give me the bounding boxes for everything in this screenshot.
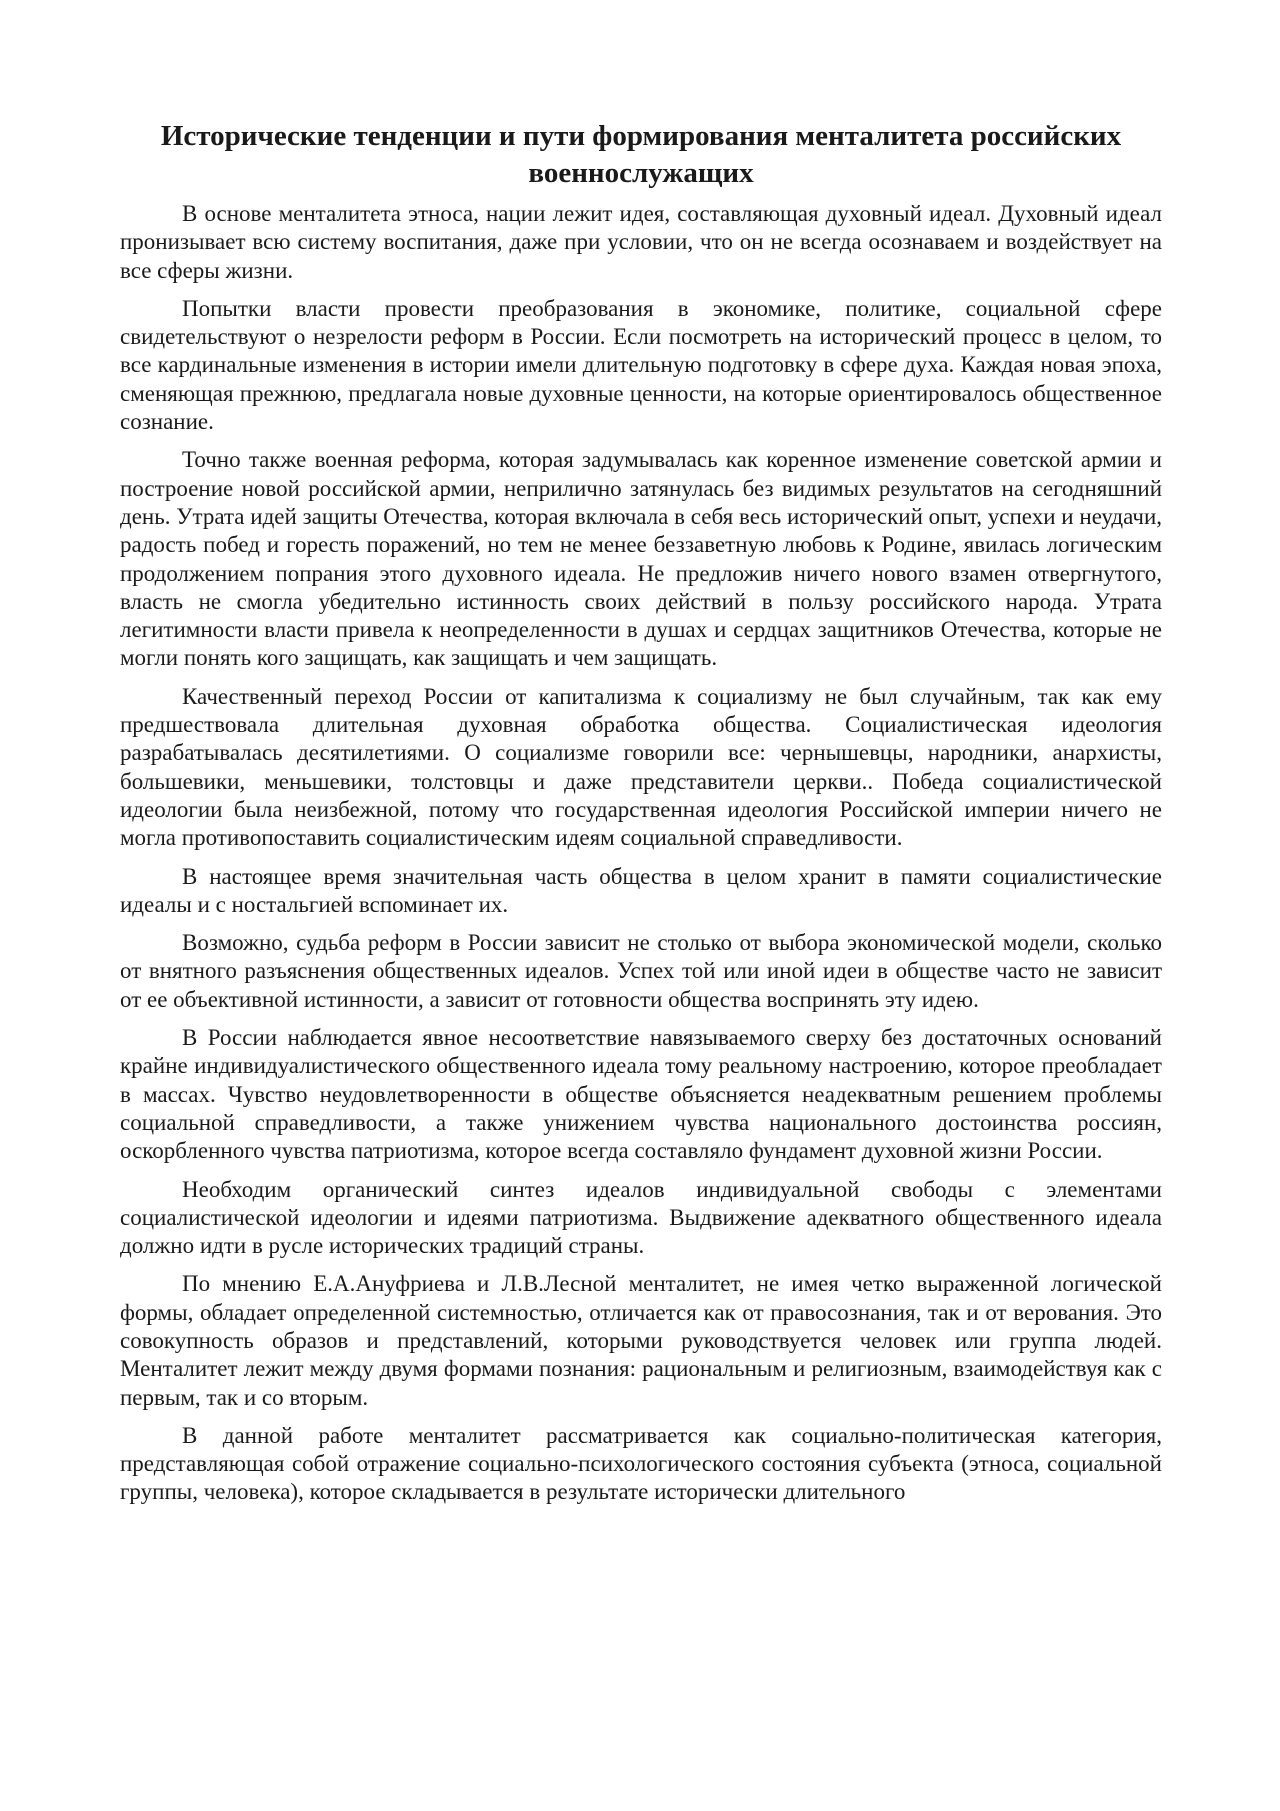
paragraph-10: В данной работе менталитет рассматривается как социально-политическая категория, представляющая собой отражение социально-психологического состояния субъекта (этноса, социальной группы, человека), которое складывается в результате исторически длительного (120, 1422, 1162, 1505)
document-title: Исторические тенденции и пути формирования менталитета российских военнослужащих (160, 120, 1122, 189)
paragraph-4: Качественный переход России от капитализма к социализму не был случайным, так как ему предшествовала длительная духовная обработка общества. Социалистическая идеология разрабатывалась десятилетиями. О социализме говорили все: чернышевцы, народники, анархисты, большевики, меньшевики, толстовцы и даже представители церкви.. Победа социалистической идеологии была неизбежной, потому что государственная идеология Российской империи ничего не могла противопоставить социалистическим идеям социальной справедливости. (120, 683, 1162, 851)
paragraph-5: В настоящее время значительная часть общества в целом хранит в памяти социалистические идеалы и с ностальгией вспоминает их. (120, 863, 1162, 917)
paragraph-9: По мнению Е.А.Ануфриева и Л.В.Лесной менталитет, не имея четко выраженной логической формы, обладает определенной системностью, отличается как от правосознания, так и от верования. Это совокупность образов и представлений, которыми руководствуется человек или группа людей. Менталитет лежит между двумя формами познания: рациональным и религиозным, взаимодействуя как с первым, так и со вторым. (120, 1271, 1162, 1410)
paragraph-7: В России наблюдается явное несоответствие навязываемого сверху без достаточных оснований крайне индивидуалистического общественного идеала тому реальному настроению, которое преобладает в массах. Чувство неудовлетворенности в обществе объясняется неадекватным решением проблемы социальной справедливости, а также унижением чувства национального достоинства россиян, оскорбленного чувства патриотизма, которое всегда составляло фундамент духовной жизни России. (120, 1025, 1162, 1164)
paragraph-8: Необходим органический синтез идеалов индивидуальной свободы с элементами социалистической идеологии и идеями патриотизма. Выдвижение адекватного общественного идеала должно идти в русле исторических традиций страны. (120, 1176, 1162, 1259)
paragraph-6: Возможно, судьба реформ в России зависит не столько от выбора экономической модели, сколько от внятного разъяснения общественных идеалов. Успех той или иной идеи в обществе часто не зависит от ее объективной истинности, а зависит от готовности общества воспринять эту идею. (120, 930, 1162, 1012)
paragraph-3: Точно также военная реформа, которая задумывалась как коренное изменение советской армии и построение новой российской армии, неприлично затянулась без видимых результатов на сегодняшний день. Утрата идей защиты Отечества, которая включала в себя весь исторический опыт, успехи и неудачи, радость побед и горесть поражений, но тем не менее беззаветную любовь к Родине, явилась логическим продолжением попрания этого духовного идеала. Не предложив ничего нового взамен отвергнутого, власть не смогла убедительно истинность своих действий в пользу российского народа. Утрата легитимности власти привела к неопределенности в душах и сердцах защитников Отечества, которые не могли понять кого защищать, как защищать и чем защищать. (120, 447, 1162, 671)
document-page (120, 118, 1162, 1517)
paragraph-2: Попытки власти провести преобразования в экономике, политике, социальной сфере свидетельствуют о незрелости реформ в России. Если посмотреть на исторический процесс в целом, то все кардинальные изменения в истории имели длительную подготовку в сфере духа. Каждая новая эпоха, сменяющая прежнюю, предлагала новые духовные ценности, на которые ориентировалось общественное сознание. (120, 295, 1162, 435)
paragraph-1: В основе менталитета этноса, нации лежит идея, составляющая духовный идеал. Духовный идеал пронизывает всю систему воспитания, даже при условии, что он не всегда осознаваем и воздействует на все сферы жизни. (120, 201, 1162, 283)
